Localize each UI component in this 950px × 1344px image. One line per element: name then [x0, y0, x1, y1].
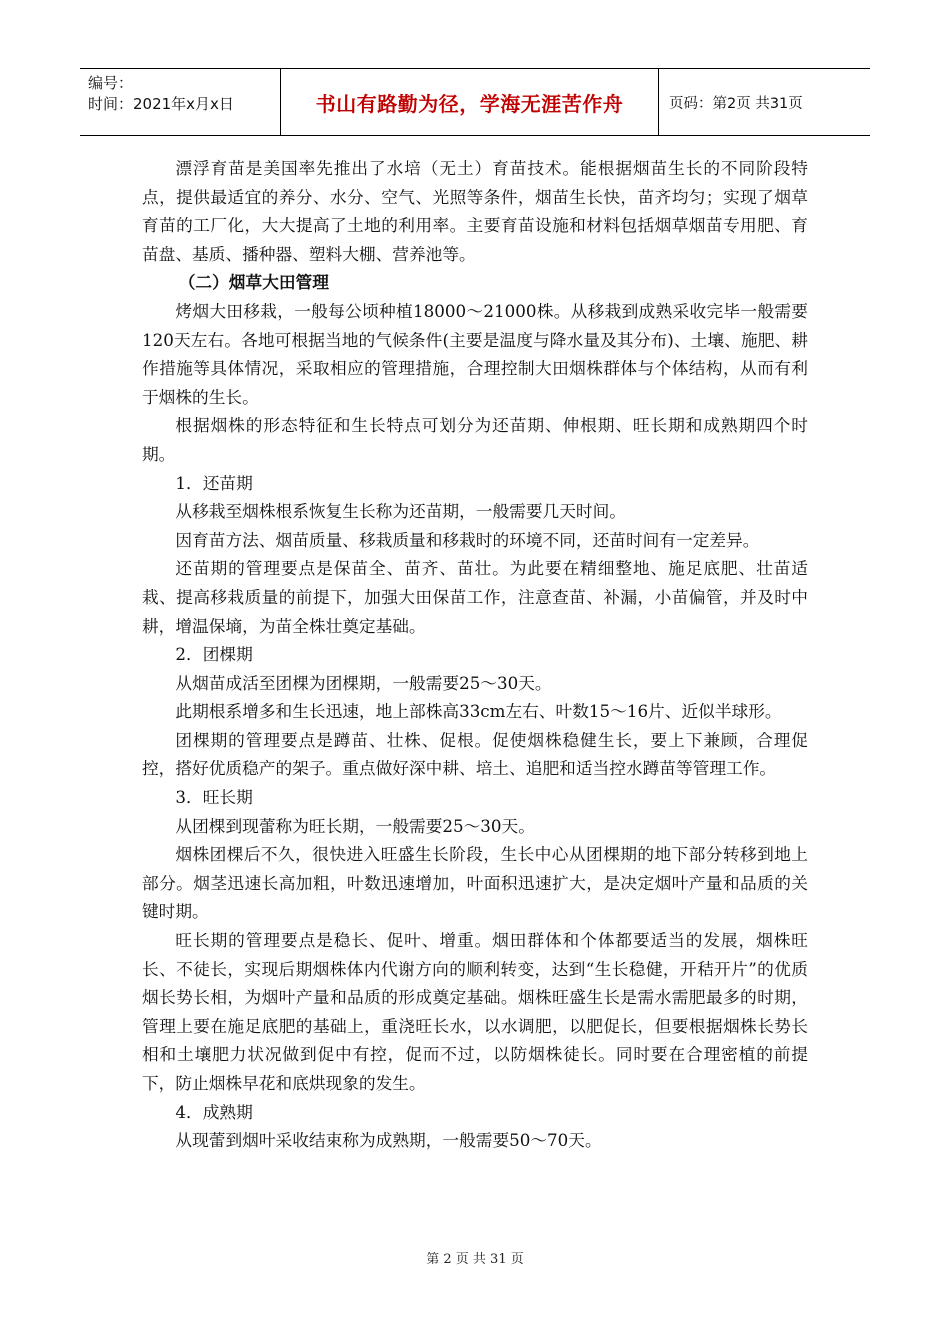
paragraph: 从现蕾到烟叶采收结束称为成熟期，一般需要50～70天。 [175, 1130, 602, 1151]
paragraph: 此期根系增多和生长迅速，地上部株高33cm左右、叶数15～16片、近似半球形。 [175, 701, 782, 722]
paragraph: 从移栽至烟株根系恢复生长称为还苗期，一般需要几天时间。 [175, 501, 626, 522]
paragraph: 烤烟大田移栽，一般每公顷种植18000～21000株。从移栽到成熟采收完毕一般需要120天左右。各地可根据当地的气候条件(主要是温度与降水量及其分布)、土壤、施肥、耕作措施等具体情况，采取相应的管理措施，合理控制大田烟株群体与个体结构，从而有利于烟株的生长。 [142, 300, 808, 407]
section-heading: （二）烟草大田管理 [178, 272, 329, 293]
footer-page-number: 第 2 页 共 31 页 [426, 1252, 524, 1267]
paragraph: 烟株团棵后不久，很快进入旺盛生长阶段，生长中心从团棵期的地下部分转移到地上部分。烟茎迅速长高加粗，叶数迅速增加，叶面积迅速扩大，是决定烟叶产量和品质的关键时期。 [142, 844, 808, 922]
document-time-label: 时间：2021年x月x日 [88, 95, 234, 113]
paragraph: 还苗期的管理要点是保苗全、苗齐、苗壮。为此要在精细整地、施足底肥、壮苗适栽、提高移栽质量的前提下，加强大田保苗工作，注意查苗、补漏，小苗偏管，并及时中耕，增温保墒，为苗全株壮奠定基础。 [142, 558, 808, 636]
document-body [142, 154, 808, 1155]
header-meta [80, 69, 281, 135]
header-page-info: 页码：第2页 共31页 [669, 95, 803, 112]
paragraph: 旺长期的管理要点是稳长、促叶、增重。烟田群体和个体都要适当的发展，烟株旺长、不徒长，实现后期烟株体内代谢方向的顺利转变，达到“生长稳健，开秸开片”的优质烟长势长相，为烟叶产量和品质的形成奠定基础。烟株旺盛生长是需水需肥最多的时期，管理上要在施足底肥的基础上，重浇旺长水，以水调肥，以肥促长，但要根据烟株长势长相和土壤肥力状况做到促中有控，促而不过，以防烟株徒长。同时要在合理密植的前提下，防止烟株早花和底烘现象的发生。 [142, 930, 808, 1093]
paragraph: 漂浮育苗是美国率先推出了水培（无土）育苗技术。能根据烟苗生长的不同阶段特点，提供最适宜的养分、水分、空气、光照等条件，烟苗生长快，苗齐均匀；实现了烟草育苗的工厂化，大大提高了土地的利用率。主要育苗设施和材料包括烟草烟苗专用肥、育苗盘、基质、播种器、塑料大棚、营养池等。 [142, 158, 808, 264]
paragraph: 团棵期的管理要点是蹲苗、壮株、促根。促使烟株稳健生长，要上下兼顾，合理促控，搭好优质稳产的架子。重点做好深中耕、培土、追肥和适当控水蹲苗等管理工作。 [142, 729, 808, 779]
paragraph: 根据烟株的形态特征和生长特点可划分为还苗期、伸根期、旺长期和成熟期四个时期。 [142, 415, 808, 464]
page-footer [0, 1248, 950, 1267]
document-number-label: 编号： [88, 74, 134, 92]
subsection-heading: 1．还苗期 [175, 472, 253, 493]
subsection-heading: 2．团棵期 [175, 644, 253, 665]
paragraph: 因育苗方法、烟苗质量、移栽质量和移栽时的环境不同，还苗时间有一定差异。 [175, 529, 760, 550]
paragraph: 从烟苗成活至团棵为团棵期，一般需要25～30天。 [175, 672, 552, 693]
paragraph: 从团棵到现蕾称为旺长期，一般需要25～30天。 [175, 815, 535, 836]
subsection-heading: 3．旺长期 [175, 787, 253, 808]
document-header [80, 68, 870, 136]
subsection-heading: 4．成熟期 [175, 1101, 253, 1122]
header-motto: 书山有路勤为径，学海无涯苦作舟 [281, 69, 659, 135]
